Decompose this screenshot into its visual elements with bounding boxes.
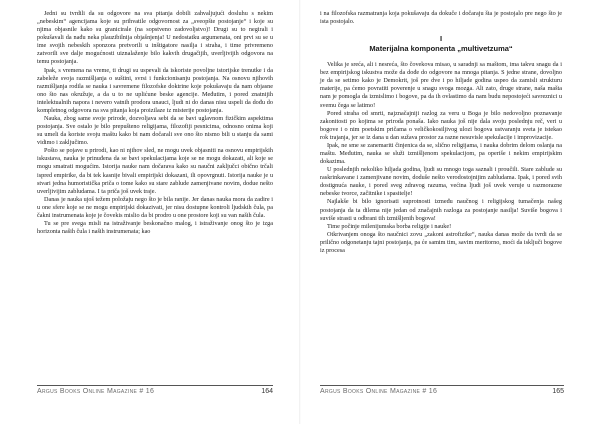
paragraph: Danas je nauka ujoš težem položaju nego što je bila ranije. Jer danas nauka mora da zadire i u one sfere koje se ne mogu empirijski dokazivati, jer nisu dostupne kontroli ljudskih čula, pa čakni instrumenata koje je čovekis mislio da bi prodro u one prostore koji su van naših čula. bbox=[37, 195, 273, 219]
magazine-title: Argus Books Online Magazine # 16 bbox=[320, 388, 438, 395]
chapter-number: I bbox=[439, 34, 443, 44]
paragraph: Ipak, s vremena na vreme, ti drugi su uspevali da iskoriste povoljne istorijske trenutke i da zabeleže svoja razmišljanja o suštini, svrsi i funkcionisanju postojanja. Na osnovu njihovih razmišljanja rodila se nauka i savremene filozofske doktrine koje pokušavaju da nam objasne ono što nas okružuje, a da u to ne uplićune beske agencije. Međutim, i pored znatnijih intelektualnih napora i nevero vatnih prodora unauci, ljudi ni do danas nisu uspeli da dođu do kompletnog odgovora na sva pitanja koja proizilaze iz misterije postojanja. bbox=[37, 66, 273, 114]
paragraph: Pošto se pojave u prirodi, kao ni njihov sled, ne mogu uvek objasniti na osnovu empirijskih iskustava, nauka je prinuđena da se bavi spekulacijama koje se ne mogu dokazati, ali koje se mogu smatrati mogućim. Istorija nauke nam dočarava kako su naučni zaključci obično trčali ispred empirike, da bi tek kasnije bivali empirijski dokazani, ili opovrgnuti. Istorija nauke je u stvari jedna humoristička priča o tome kako su stare zablude zamenjivane novim, dodue nešto uverljivijim zabludama. I ta priča još uvek traje. bbox=[37, 147, 273, 195]
paragraph: i na filozofska razmatranja koja pokušavaju da dokuče i dočaraju šta je postojalo pre nego što je ista postojalo. bbox=[320, 10, 562, 26]
page-number: 164 bbox=[261, 388, 273, 395]
right-page-footer bbox=[320, 385, 564, 398]
chapter-title: Materijalna komponenta „multivetzuma“ bbox=[369, 44, 513, 54]
paragraph: Velika je sreća, ali i nesreća, što čovekova misao, u saradnji sa maštom, ima takvu snagu da i bez empirijskog iskustva može da dođe do odgovore na mnoga pitanja. S jedne strane, dovoljno je da se setimo kako je Demokrit, još pre dve i po hiljade godina uspeo da zamisli strukturu materije, pa ćemo povratiti poverenje u snagu svoga mozga. Ali zato, druge strane, naša mašta nam je pomogla da izmislimo i bogove, pa da ih ovlastimo da nam budu nepostojeći savreznici u svemu čega se latimo! bbox=[320, 61, 562, 109]
paragraph: Pored straha od smrti, najznačajniji razlog za veru u Boga je bilo nedovoljno poznavanje zakonitosti po kojima se priroda ponaša. Iako nauka još nije dala svoju poslednju reč, veri u bogove i o nim poetskim pričama o veličkokosiljivog ulozi bogova ustvaranju sveta je istekao rok trajanja, jer se iz dana u dan sužava prostor za razne nesuvisle spekulacije i improvizacije. bbox=[320, 109, 562, 141]
right-page-text bbox=[320, 10, 562, 255]
paragraph: Otkrivanjem onoga što naučnici zovu „zakoni astrofizike“, nauka danas može da tvrdi da se prilično odgonetanju tajni postojanja, pa će samim tim, savim meritorno, moći da isključi bogove iz procesa bbox=[320, 230, 562, 254]
paragraph: Tu se pre svega misli na istraživanje beskonačno malog, i istraživanje onog što je izga horizonta naših čula i naših instrumenata; kao bbox=[37, 220, 273, 236]
paragraph: Jedni su tvrdili da su odgovore na sva pitanja dobili zahvaljujući dosluhu s nekim „nebeskim“ agencijama koje su prihvatile odgovornost za „sveopšte postojanje“ i koje su njima objasnile kako su granicirale (na sopstveno zadovoljstvo)! Drugi su to negirali i pokušavali da nađu neka plauzibilnija objašnjenja! U nedostatku argumenata, oni prvi su se u ime svojih nebeskih sponzora pretvorili u inštigatore nasilja i straha, i time privremeno zatvorili sve dalje mogućnosti uiznalaženje bilo kakvih drugačijih, uverljivijih odgovora na temu postojanja. bbox=[37, 10, 273, 66]
right-page bbox=[300, 0, 600, 424]
left-page-text bbox=[37, 10, 273, 236]
page-number: 165 bbox=[552, 388, 564, 395]
magazine-title: Argus Books Online Magazine # 16 bbox=[37, 388, 155, 395]
left-page-footer bbox=[37, 385, 273, 398]
paragraph: Najlakše bi bilo ignorisati suprotnosti između naučnog i religijskog tumačenja našeg postojanja da ta dilema nije jedan od značajnih razloga za postojanje nasilja! Suviše bogova i suviše strasti u odbrani tih izmišljenih bogova! bbox=[320, 198, 562, 222]
paragraph: Nauka, zbog same svoje prirode, dozvoljava sebi da se bavi uglavnom fizičkim aspektima postojanja. Sve ostalo je bilo prepušteno religijama, filozofiji pesnicima, odnosno onima koji su umeli da koriste svoju maštu kako bi nam dočarali sve ono što nismo bili u stanju da sami vidimo i zaključimo. bbox=[37, 115, 273, 147]
paragraph: U poslednjih nekoliko hiljada godina, ljudi su mnogo toga saznali i proučili. Stare zablude su raskrinkavane i zamenjivane novim, doduše nešto verodostojnijim zabludama. Ipak, i pored svih dostignuća nauke, i pored sveg zdravog razuma, većina ljudi još uvek veruje u razmorazne nebeske tvorce, začitnike i spasitelje! bbox=[320, 166, 562, 198]
paragraph: Ipak, ne sme se zanemariti činjenica da se, slično religijama, i nauka dobrim delom oslanja na maštu. Međutim, nauka se služi izmišljenom spekulacijom, pa operiše i nekim empirijskim dokazima. bbox=[320, 141, 562, 166]
paragraph: Time počinje milenijumska borba religije i nauke! bbox=[327, 222, 452, 230]
